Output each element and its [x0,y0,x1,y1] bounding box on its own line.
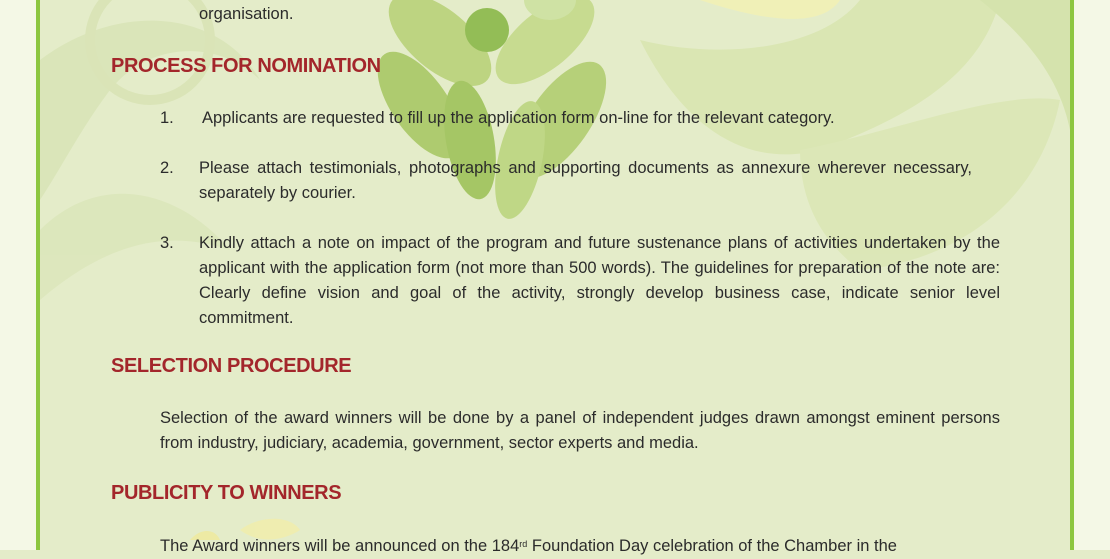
publicity-text-before: The Award winners will be announced on the 184 [160,537,520,555]
publicity-heading: PUBLICITY TO WINNERS [111,482,342,504]
ordinal-suffix: rd [519,539,528,549]
intro-text-tail: organisation. [199,5,294,23]
nomination-item-2: Please attach testimonials, photographs and supporting documents as annexure wherever necessary, separately by courier. [199,159,972,202]
list-number: 3. [160,234,174,252]
publicity-text [160,534,1020,559]
nomination-item-1: Applicants are requested to fill up the application form on-line for the relevant category. [202,109,835,127]
nomination-heading: PROCESS FOR NOMINATION [111,55,381,77]
list-number: 2. [160,159,174,177]
list-number: 1. [160,109,174,127]
selection-heading: SELECTION PROCEDURE [111,355,352,377]
nomination-item-3: Kindly attach a note on impact of the program and future sustenance plans of activities undertaken by the applicant with the application form (not more than 500 words). The guidelines for preparation of the note are: Clearly define vision and goal of the activity, strongly develop business case, indicate senior level commitment. [199,234,1000,327]
publicity-text-after: Foundation Day celebration of the Chamber in the [527,537,897,555]
selection-text: Selection of the award winners will be done by a panel of independent judges drawn amongst eminent persons from industry, judiciary, academia, government, sector experts and media. [160,409,1000,452]
